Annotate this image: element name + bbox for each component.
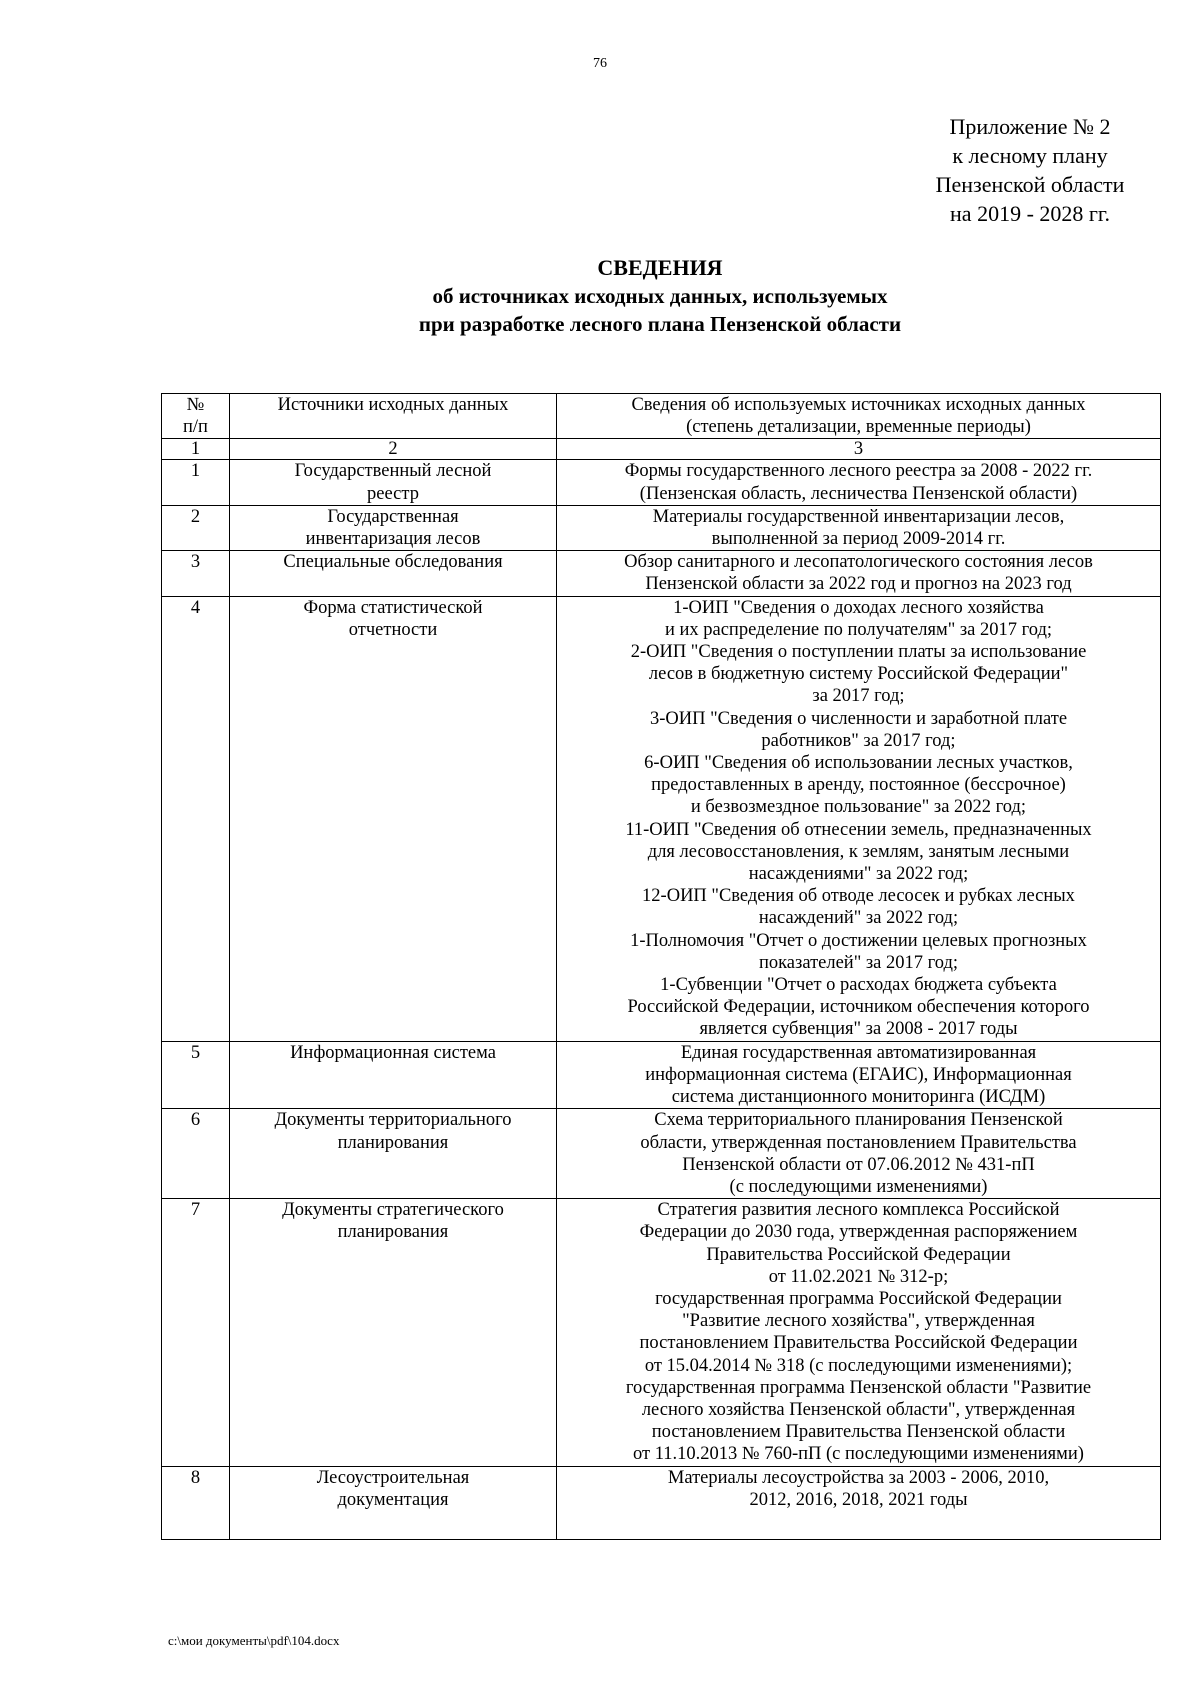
- header-text: №: [186, 395, 205, 415]
- details-cell-line: является субвенция" за 2008 - 2017 годы: [699, 1019, 1018, 1040]
- source-cell-line: Государственная: [327, 506, 459, 527]
- header-text: (степень детализации, временные периоды): [686, 417, 1031, 438]
- row-number: 6: [162, 1109, 230, 1199]
- details-cell: [557, 460, 1161, 505]
- details-cell-line: показателей" за 2017 год;: [758, 952, 959, 973]
- table-row: [162, 460, 1161, 505]
- source-cell-line: Лесоустроительная: [316, 1467, 470, 1488]
- details-cell: [557, 505, 1161, 550]
- appendix-line: на 2019 - 2028 гг.: [950, 201, 1110, 226]
- details-cell-line: Стратегия развития лесного комплекса Российской: [657, 1200, 1060, 1221]
- row-number: 3: [162, 551, 230, 596]
- table-row: [162, 1466, 1161, 1539]
- title-subheading: об источниках исходных данных, используемых: [432, 284, 888, 308]
- table-row: [162, 505, 1161, 550]
- details-cell: [557, 1199, 1161, 1466]
- details-cell-line: постановлением Правительства Пензенской области: [651, 1422, 1066, 1443]
- column-number: 2: [230, 439, 557, 460]
- table-row: [162, 551, 1161, 596]
- details-cell-line: 6-ОИП "Сведения об использовании лесных участков,: [644, 753, 1073, 774]
- details-cell-line: для лесовосстановления, к землям, занятым лесными: [647, 841, 1070, 862]
- details-cell-line: Пензенской области от 07.06.2012 № 431-пП: [682, 1154, 1035, 1175]
- row-number: 1: [162, 460, 230, 505]
- table-row: [162, 596, 1161, 1041]
- page-number: 76: [593, 56, 607, 71]
- details-cell-line: Правительства Российской Федерации: [706, 1244, 1011, 1265]
- details-cell-line: 1-Полномочия "Отчет о достижении целевых прогнозных: [630, 930, 1087, 951]
- source-cell: [230, 1041, 557, 1109]
- appendix-note: [880, 112, 1180, 228]
- column-number: 3: [557, 439, 1161, 460]
- details-cell: [557, 551, 1161, 596]
- source-cell: [230, 1199, 557, 1466]
- row-number: 7: [162, 1199, 230, 1466]
- header-number: [162, 394, 230, 439]
- source-cell: [230, 551, 557, 596]
- table-row: [162, 1109, 1161, 1199]
- details-cell-line: 2012, 2016, 2018, 2021 годы: [749, 1489, 968, 1510]
- details-cell-line: Пензенской области за 2022 год и прогноз на 2023 год: [645, 574, 1072, 595]
- source-cell: [230, 460, 557, 505]
- details-cell-line: система дистанционного мониторинга (ИСДМ): [671, 1087, 1046, 1108]
- title-heading: СВЕДЕНИЯ: [597, 255, 723, 280]
- header-details: [557, 394, 1161, 439]
- details-cell: [557, 1109, 1161, 1199]
- details-cell: [557, 1466, 1161, 1539]
- details-cell-line: Схема территориального планирования Пензенской: [654, 1110, 1063, 1131]
- column-number: 1: [162, 439, 230, 460]
- details-cell-line: 1-Субвенции "Отчет о расходах бюджета субъекта: [660, 975, 1057, 996]
- details-cell-line: Обзор санитарного и лесопатологического состояния лесов: [624, 552, 1093, 573]
- source-cell: [230, 1466, 557, 1539]
- source-cell-line: отчетности: [348, 619, 438, 640]
- details-cell-line: работников" за 2017 год;: [761, 730, 956, 751]
- header-text: п/п: [183, 417, 208, 438]
- row-number: 4: [162, 596, 230, 1041]
- table-header-row: [162, 394, 1161, 439]
- details-cell-line: за 2017 год;: [812, 686, 905, 707]
- source-cell-line: инвентаризация лесов: [305, 529, 481, 550]
- details-cell-line: информационная система (ЕГАИС), Информационная: [645, 1064, 1072, 1085]
- details-cell-line: Единая государственная автоматизированная: [680, 1042, 1037, 1063]
- source-cell: [230, 505, 557, 550]
- table-row: [162, 1041, 1161, 1109]
- source-cell-line: Документы стратегического: [282, 1200, 504, 1221]
- details-cell-line: государственная программа Пензенской области "Развитие: [625, 1377, 1092, 1398]
- source-cell-line: Специальные обследования: [283, 552, 503, 573]
- details-cell-line: Материалы государственной инвентаризации лесов,: [652, 506, 1065, 527]
- details-cell-line: 12-ОИП "Сведения об отводе лесосек и рубках лесных: [642, 886, 1075, 907]
- details-cell-line: лесного хозяйства Пензенской области", утвержденная: [641, 1399, 1076, 1420]
- details-cell-line: насаждениями" за 2022 год;: [748, 864, 969, 885]
- row-number: 8: [162, 1466, 230, 1539]
- row-number: 5: [162, 1041, 230, 1109]
- details-cell-line: от 11.10.2013 № 760-пП (с последующими изменениями): [633, 1444, 1084, 1465]
- details-cell-line: (с последующими изменениями): [729, 1176, 988, 1197]
- appendix-line: Пензенской области: [935, 172, 1125, 197]
- header-source: [230, 394, 557, 439]
- table-row: [162, 1199, 1161, 1466]
- details-cell-line: насаждений" за 2022 год;: [758, 908, 959, 929]
- document-title: [160, 254, 1160, 338]
- details-cell-line: 1-ОИП "Сведения о доходах лесного хозяйства: [673, 597, 1044, 618]
- source-cell-line: документация: [337, 1489, 449, 1510]
- details-cell-line: предоставленных в аренду, постоянное (бессрочное): [651, 775, 1066, 796]
- source-cell-line: Документы территориального: [274, 1110, 512, 1131]
- source-cell-line: Форма статистической: [303, 597, 483, 618]
- column-number-row: [162, 439, 1161, 460]
- details-cell-line: от 11.02.2021 № 312-р;: [768, 1266, 949, 1287]
- details-cell-line: области, утвержденная постановлением Правительства: [640, 1132, 1077, 1153]
- title-subheading: при разработке лесного плана Пензенской области: [418, 312, 902, 336]
- appendix-line: к лесному плану: [952, 143, 1108, 168]
- details-cell-line: Материалы лесоустройства за 2003 - 2006, 2010,: [667, 1467, 1050, 1488]
- source-cell-line: планирования: [337, 1222, 449, 1243]
- details-cell-line: 11-ОИП "Сведения об отнесении земель, предназначенных: [625, 819, 1092, 840]
- header-text: Сведения об используемых источниках исходных данных: [631, 395, 1086, 415]
- details-cell-line: Российской Федерации, источником обеспечения которого: [627, 997, 1090, 1018]
- source-cell-line: Государственный лесной: [294, 461, 492, 482]
- details-cell-line: государственная программа Российской Федерации: [655, 1288, 1062, 1309]
- source-cell-line: Информационная система: [290, 1042, 496, 1063]
- source-cell-line: планирования: [337, 1132, 449, 1153]
- details-cell-line: и их распределение по получателям" за 2017 год;: [664, 619, 1053, 640]
- details-cell: [557, 1041, 1161, 1109]
- details-cell-line: постановлением Правительства Российской Федерации: [639, 1333, 1078, 1354]
- details-cell-line: и безвозмездное пользование" за 2022 год;: [690, 797, 1027, 818]
- details-cell-line: Формы государственного лесного реестра за 2008 - 2022 гг.: [624, 461, 1093, 482]
- details-cell-line: "Развитие лесного хозяйства", утвержденная: [682, 1311, 1035, 1332]
- header-text: Источники исходных данных: [277, 395, 509, 415]
- source-cell-line: реестр: [367, 483, 419, 504]
- details-cell-line: от 15.04.2014 № 318 (с последующими изменениями);: [644, 1355, 1073, 1376]
- details-cell-line: Федерации до 2030 года, утвержденная распоряжением: [639, 1222, 1078, 1243]
- details-cell-line: (Пензенская область, лесничества Пензенской области): [639, 483, 1078, 504]
- details-cell-line: 2-ОИП "Сведения о поступлении платы за использование: [630, 642, 1087, 663]
- row-number: 2: [162, 505, 230, 550]
- source-cell: [230, 1109, 557, 1199]
- sources-table: [161, 393, 1161, 1540]
- details-cell-line: выполненной за период 2009-2014 гг.: [711, 529, 1006, 550]
- source-cell: [230, 596, 557, 1041]
- details-cell: [557, 596, 1161, 1041]
- details-cell-line: лесов в бюджетную систему Российской Федерации": [648, 664, 1069, 685]
- details-cell-line: 3-ОИП "Сведения о численности и заработной плате: [649, 708, 1068, 729]
- appendix-line: Приложение № 2: [949, 114, 1111, 139]
- footer-file-path: c:\мои документы\pdf\104.docx: [168, 1633, 340, 1648]
